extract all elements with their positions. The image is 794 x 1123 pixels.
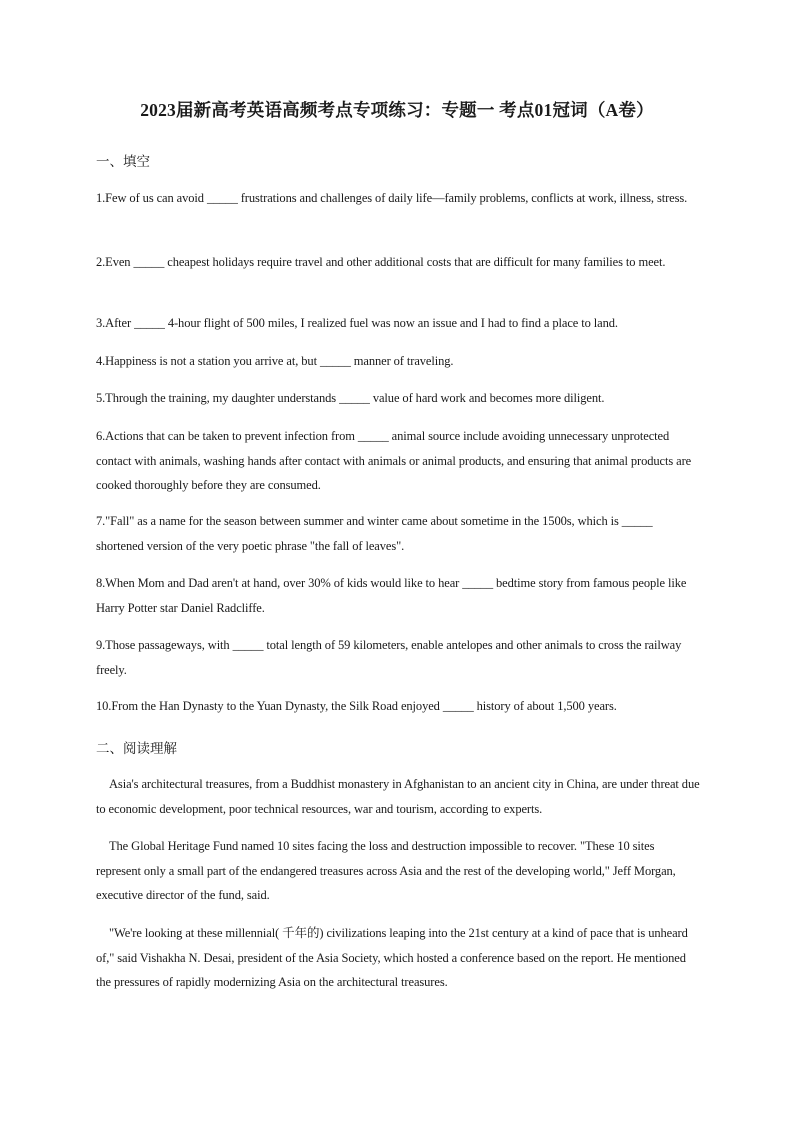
question-7: 7."Fall" as a name for the season between summer and winter came about sometime in the 1500s, which is _____ shortened version of the very poetic phrase "the fall of leaves".: [96, 514, 653, 553]
reading-paragraph-3: "We're looking at these millennial( 千年的) civilizations leaping into the 21st century at a kind of pace that is unheard of," said Vishakha N. Desai, president of the Asia Society, which hosted a conference based on the report. He mentioned the pressures of rapidly modernizing Asia on the architectural treasures.: [96, 926, 688, 989]
reading-paragraph-1: Asia's architectural treasures, from a Buddhist monastery in Afghanistan to an ancient city in China, are under threat due to economic development, poor technical resources, war and tourism, according to experts.: [96, 777, 700, 816]
question-5: 5.Through the training, my daughter understands _____ value of hard work and becomes more diligent.: [96, 391, 605, 405]
question-10: 10.From the Han Dynasty to the Yuan Dynasty, the Silk Road enjoyed _____ history of about 1,500 years.: [96, 699, 617, 713]
question-3: 3.After _____ 4-hour flight of 500 miles, I realized fuel was now an issue and I had to find a place to land.: [96, 316, 618, 330]
question-8: 8.When Mom and Dad aren't at hand, over 30% of kids would like to hear _____ bedtime story from famous people like Harry Potter star Daniel Radcliffe.: [96, 576, 687, 615]
question-2: 2.Even _____ cheapest holidays require travel and other additional costs that are difficult for many families to meet.: [96, 255, 666, 269]
reading-paragraph-2: The Global Heritage Fund named 10 sites facing the loss and destruction impossible to recover. "These 10 sites represent only a small part of the endangered treasures across Asia and the rest of the developing world," Jeff Morgan, executive director of the fund, said.: [96, 839, 676, 902]
section-heading-reading: 二、阅读理解: [96, 741, 177, 757]
document-title: 2023届新高考英语高频考点专项练习：专题一 考点01冠词（A卷）: [140, 100, 654, 120]
question-9: 9.Those passageways, with _____ total length of 59 kilometers, enable antelopes and other animals to cross the railway freely.: [96, 638, 682, 677]
question-1: 1.Few of us can avoid _____ frustrations and challenges of daily life—family problems, conflicts at work, illness, stress.: [96, 191, 688, 205]
question-4: 4.Happiness is not a station you arrive at, but _____ manner of traveling.: [96, 354, 454, 368]
question-6: 6.Actions that can be taken to prevent infection from _____ animal source include avoiding unnecessary unprotected contact with animals, washing hands after contact with animals or animal products, and ensuring that animal products are cooked thoroughly before they are consumed.: [96, 429, 692, 492]
section-heading-fill-blank: 一、填空: [96, 154, 150, 170]
